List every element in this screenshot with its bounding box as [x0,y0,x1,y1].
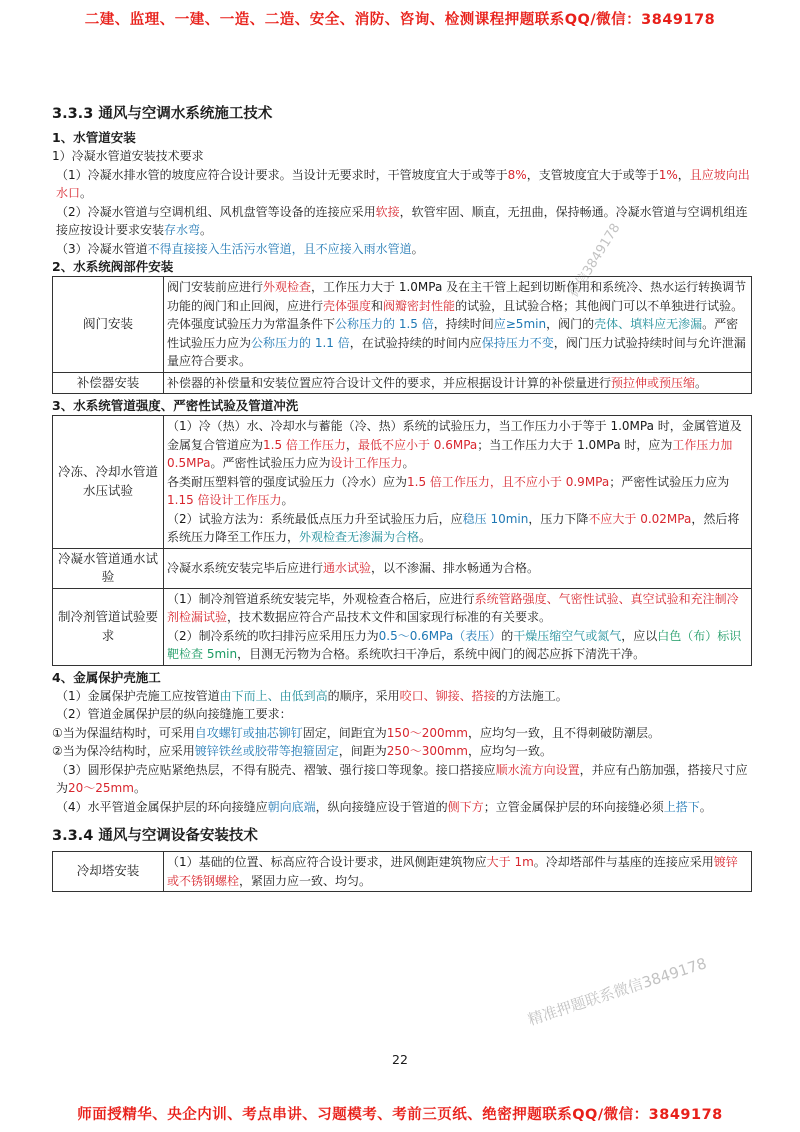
table-row [53,416,752,549]
row-label: 冷凝水管道通水试验 [53,548,164,588]
s4-para-1: （1）金属保护壳施工应按管道由下而上、由低到高的顺序，采用咬口、铆接、搭接的方法施工。 [56,688,568,703]
s1-para-1: （1）冷凝水排水管的坡度应符合设计要求。当设计无要求时，干管坡度宜大于或等于8%，支管坡度宜大于或等于1%，且应坡向出水口。 [56,167,750,200]
row-content: （1）制冷剂管道系统安装完毕，外观检查合格后，应进行系统管路强度、气密性试验、真空试验和充注制冷剂检漏试验，技术数据应符合产品技术文件和国家现行标准的有关要求。 （2）制冷系统的吹扫排污应采用压力为0.5～0.6MPa（表压）的干燥压缩空气或氮气，应以白色（布）标识靶检查 5min，目测无污物为合格。系统吹扫干净后，系统中阀门的阀芯应拆下清洗干净。 [164,588,752,665]
row-label: 制冷剂管道试验要求 [53,588,164,665]
s1-para-2: （2）冷凝水管道与空调机组、风机盘管等设备的连接应采用软接，软管牢固、顺直，无扭曲，保持畅通。冷凝水管道与空调机组连接应按设计要求安装存水弯。 [56,204,748,237]
s4-para-3: ①当为保温结构时，可采用自攻螺钉或抽芯铆钉固定，间距宜为150～200mm，应均匀一致，且不得刺破防潮层。 [52,725,661,740]
s1-heading: 1、水管道安装 [52,130,136,145]
table-row [53,372,752,394]
subsection-title: 3.3.4 通风与空调设备安装技术 [52,828,258,844]
valve-table [52,276,752,394]
s1-sub: 1）冷凝水管道安装技术要求 [52,149,204,163]
table-row [53,588,752,665]
row-content: 冷凝水系统安装完毕后应进行通水试验，以不渗漏、排水畅通为合格。 [164,548,752,588]
s4-heading: 4、金属保护壳施工 [52,669,161,685]
s4-para-5: （3）圆形保护壳应贴紧绝热层，不得有脱壳、褶皱、强行接口等现象。接口搭接应顺水流方向设置，并应有凸筋加强，搭接尺寸应为20～25mm。 [56,762,748,795]
s4-para-2: （2）管道金属保护层的纵向接缝施工要求： [56,707,292,721]
table-row [53,852,752,892]
section-title: 3.3.3 通风与空调水系统施工技术 [52,106,273,122]
top-banner: 二建、监理、一建、一造、二造、安全、消防、咨询、检测课程押题联系QQ/微信：3849178 [84,12,716,28]
watermark-diagonal: 微信3849178 [566,220,624,301]
s4-para-4: ②当为保冷结构时，应采用镀锌铁丝或胶带等抱箍固定，间距为250～300mm，应均匀一致。 [52,744,553,758]
page-number: 22 [392,1052,408,1067]
s4-para-6: （4）水平管道金属保护层的环向接缝应朝向底端，纵向接缝应设于管道的侧下方；立管金属保护层的环向接缝必须上搭下。 [56,799,712,814]
bottom-banner: 师面授精华、央企内训、考点串讲、习题模考、考前三页纸、绝密押题联系QQ/微信：3849178 [77,1107,723,1123]
row-label: 阀门安装 [53,277,164,373]
pressure-test-table [52,415,752,666]
cooling-tower-table [52,851,752,892]
row-label: 补偿器安装 [53,372,164,394]
row-label: 冷冻、冷却水管道水压试验 [53,416,164,549]
s3-heading: 3、水系统管道强度、严密性试验及管道冲洗 [52,398,299,413]
s2-heading: 2、水系统阀部件安装 [52,259,174,274]
row-label: 冷却塔安装 [53,852,164,892]
row-content: 阀门安装前应进行外观检查，工作压力大于 1.0MPa 及在主干管上起到切断作用和系统冷、热水运行转换调节功能的阀门和止回阀，应进行壳体强度和阀瓣密封性能的试验，且试验合格；其他阀门可以不单独进行试验。 壳体强度试验压力为常温条件下公称压力的 1.5 倍，持续时间应≥5min，阀门的壳体、填料应无渗漏。严密性试验压力应为公称压力的 1.1 倍，在试验持续的时间内应保持压力不变，阀门压力试验持续时间与允许泄漏量应符合要求。 [164,277,752,373]
row-content: 补偿器的补偿量和安装位置应符合设计文件的要求，并应根据设计计算的补偿量进行预拉伸或预压缩。 [164,372,752,394]
s1-para-3: （3）冷凝水管道不得直接接入生活污水管道，且不应接入雨水管道。 [56,241,424,256]
row-content: （1）冷（热）水、冷却水与蓄能（冷、热）系统的试验压力，当工作压力小于等于 1.0MPa 时，金属管道及金属复合管道应为1.5 倍工作压力，最低不应小于 0.6MPa；当工作压力大于 1.0MPa 时，应为工作压力加 0.5MPa。严密性试验压力应为设计工作压力。 各类耐压塑料管的强度试验压力（冷水）应为1.5 倍工作压力，且不应小于 0.9MPa；严密性试验压力应为1.15 倍设计工作压力。 （2）试验方法为：系统最低点压力升至试验压力后，应稳压 10min，压力下降不应大于 0.02MPa，然后将系统压力降至工作压力，外观检查无渗漏为合格。 [164,416,752,549]
row-content: （1）基础的位置、标高应符合设计要求，进风侧距建筑物应大于 1m。冷却塔部件与基座的连接应采用镀锌或不锈钢螺栓，紧固力应一致、均匀。 [164,852,752,892]
document-page [52,104,752,892]
watermark-bottom: 精准押题联系微信3849178 [525,954,709,1030]
table-row [53,277,752,373]
table-row [53,548,752,588]
